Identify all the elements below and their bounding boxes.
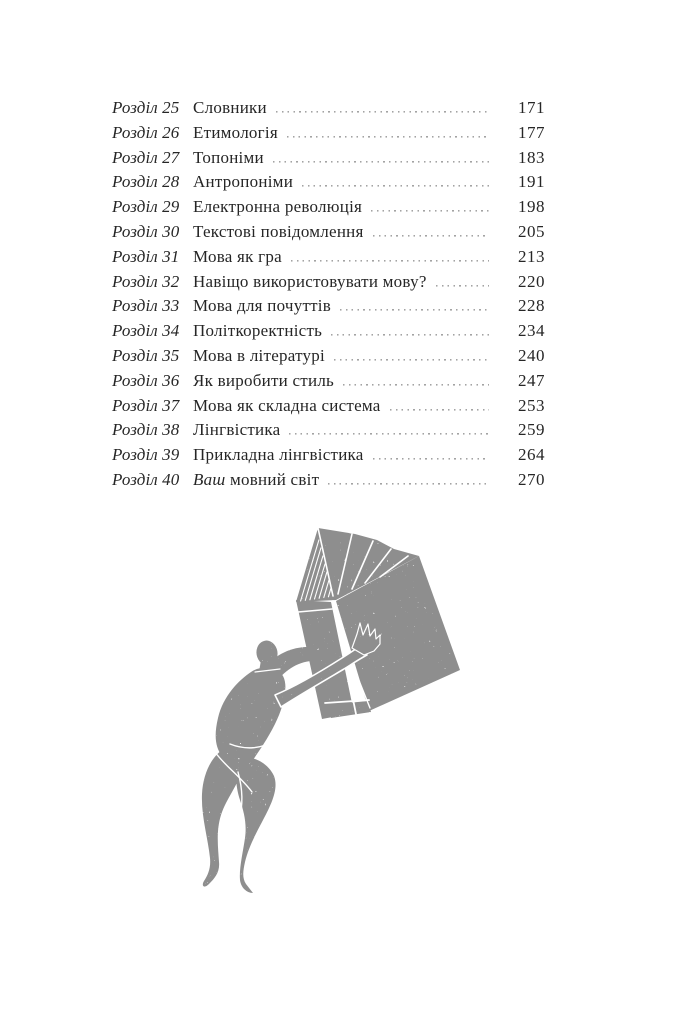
- chapter-title: [193, 468, 319, 493]
- dot-leader: [287, 121, 489, 146]
- chapter-label: Розділ 31: [112, 246, 180, 266]
- book-illustration: [170, 515, 490, 930]
- chapter-label: Розділ 34: [112, 321, 180, 341]
- chapter-title: Словники: [193, 98, 267, 117]
- toc-row[interactable]: [112, 443, 545, 468]
- table-of-contents: [112, 96, 545, 493]
- chapter-title: Етимологія: [193, 122, 278, 142]
- chapter-title: Текстові повідомлення: [193, 221, 364, 241]
- page-number: 259: [518, 420, 545, 440]
- page-number: 205: [518, 221, 545, 241]
- toc-row[interactable]: [112, 369, 545, 394]
- chapter-title: Лінгвістика: [193, 420, 281, 440]
- toc-row[interactable]: [112, 294, 545, 319]
- dot-leader: [328, 468, 489, 493]
- toc-row[interactable]: [112, 195, 545, 220]
- dot-leader: [371, 195, 489, 220]
- chapter-title: Мова як гра: [193, 246, 282, 266]
- dot-leader: [276, 96, 489, 121]
- page-number: 191: [518, 172, 545, 192]
- chapter-title: Електронна революція: [193, 197, 363, 217]
- figure-left-leg: [202, 750, 241, 887]
- chapter-title: Як виробити стиль: [193, 370, 335, 390]
- toc-row[interactable]: [112, 418, 545, 443]
- chapter-title-text: мовний світ: [225, 469, 320, 489]
- chapter-label: Розділ 26: [112, 122, 180, 142]
- page-number: 183: [518, 147, 545, 167]
- chapter-label: Розділ 30: [112, 221, 180, 241]
- chapter-title: Мова як складна система: [193, 395, 381, 415]
- chapter-label: Розділ 28: [112, 172, 180, 192]
- chapter-label: Розділ 32: [112, 271, 180, 291]
- chapter-title: Навіщо використовувати мову?: [193, 271, 427, 291]
- dot-leader: [390, 394, 489, 419]
- dot-leader: [436, 270, 489, 295]
- dot-leader: [340, 294, 489, 319]
- page-number: 228: [518, 296, 545, 316]
- page-number: 198: [518, 197, 545, 217]
- toc-row[interactable]: [112, 319, 545, 344]
- toc-row[interactable]: [112, 245, 545, 270]
- page-number: 253: [518, 395, 545, 415]
- chapter-title: Мова для почуттів: [193, 296, 332, 316]
- page-number: 270: [518, 469, 545, 489]
- chapter-label: Розділ 38: [112, 420, 180, 440]
- figure-torso: [216, 667, 286, 760]
- chapter-title: Мова в літературі: [193, 345, 326, 365]
- dot-leader: [289, 418, 489, 443]
- dot-leader: [273, 146, 489, 171]
- chapter-title: Прикладна лінгвістика: [193, 445, 364, 465]
- chapter-title-emphasis: Ваш: [193, 469, 226, 489]
- chapter-title: Топоніми: [193, 147, 264, 167]
- page-number: 240: [518, 345, 545, 365]
- illustration-group: [202, 528, 460, 893]
- toc-row[interactable]: [112, 121, 545, 146]
- dot-leader: [373, 443, 489, 468]
- page-number: 264: [518, 445, 545, 465]
- chapter-label: Розділ 36: [112, 370, 180, 390]
- dot-leader: [373, 220, 489, 245]
- page-number: 220: [518, 271, 545, 291]
- chapter-label: Розділ 40: [112, 469, 180, 489]
- page-number: 213: [518, 246, 545, 266]
- chapter-label: Розділ 25: [112, 98, 180, 117]
- dot-leader: [343, 369, 489, 394]
- figure-right-leg: [236, 757, 275, 893]
- dot-leader: [291, 245, 489, 270]
- toc-row[interactable]: [112, 344, 545, 369]
- chapter-label: Розділ 27: [112, 147, 180, 167]
- toc-row[interactable]: [112, 146, 545, 171]
- chapter-title: Антропоніми: [193, 172, 294, 192]
- chapter-title: Політкоректність: [193, 321, 323, 341]
- page-number: 234: [518, 321, 545, 341]
- toc-row[interactable]: [112, 394, 545, 419]
- chapter-label: Розділ 37: [112, 395, 180, 415]
- chapter-label: Розділ 29: [112, 197, 180, 217]
- page-number: 247: [518, 370, 545, 390]
- dot-leader: [334, 344, 489, 369]
- page-number: 177: [518, 122, 545, 142]
- chapter-label: Розділ 35: [112, 345, 180, 365]
- toc-row[interactable]: [112, 270, 545, 295]
- dot-leader: [331, 319, 489, 344]
- toc-row[interactable]: [112, 468, 545, 493]
- page-number: 171: [518, 98, 545, 117]
- toc-row[interactable]: [112, 170, 545, 195]
- chapter-label: Розділ 39: [112, 445, 180, 465]
- dot-leader: [302, 170, 489, 195]
- chapter-label: Розділ 33: [112, 296, 180, 316]
- toc-row[interactable]: [112, 96, 545, 121]
- toc-row[interactable]: [112, 220, 545, 245]
